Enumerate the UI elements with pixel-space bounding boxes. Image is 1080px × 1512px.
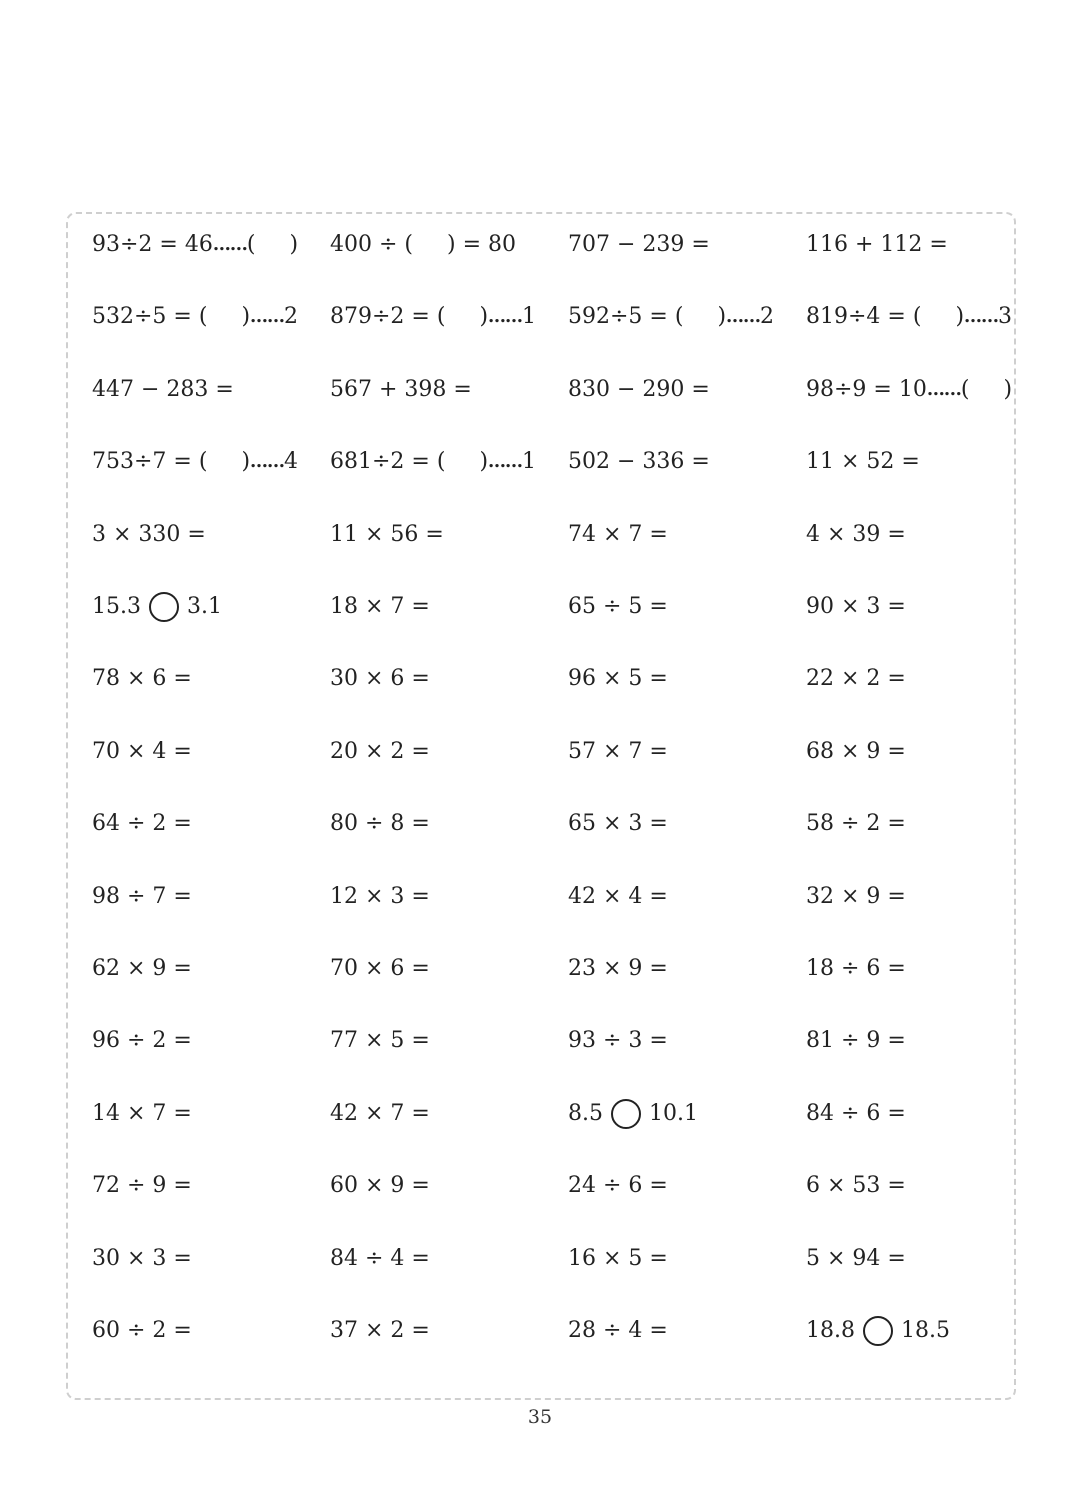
remainder-value: 2 (760, 304, 775, 330)
answer-circle[interactable] (149, 592, 179, 622)
problem-row (0, 587, 1080, 627)
problem-text: 42 × 4 = (568, 883, 668, 909)
problem-row (0, 515, 1080, 555)
problem (330, 1094, 430, 1134)
remainder-value: 1 (522, 449, 537, 475)
problem-text-start: 879÷2 = ( (330, 304, 446, 330)
problem-text: 28 ÷ 4 = (568, 1318, 668, 1343)
problem (330, 1239, 430, 1279)
problem-row (0, 442, 1080, 482)
problem-text: 80 ÷ 8 = (330, 811, 430, 837)
problem (568, 225, 710, 265)
problem (92, 370, 234, 410)
problem (330, 1021, 430, 1061)
problem (92, 442, 298, 482)
problem-text: 22 × 2 = (806, 666, 906, 692)
problem (330, 659, 430, 699)
problem (806, 515, 906, 555)
problem (92, 515, 206, 555)
problem (568, 1166, 668, 1206)
problem (330, 297, 536, 337)
problem-text-start: 400 ÷ ( (330, 232, 413, 257)
problem (568, 515, 668, 555)
problem-text: 447 − 283 = (92, 376, 234, 402)
compare-left: 18.8 (806, 1318, 855, 1343)
problem (568, 804, 668, 844)
open-paren: ( (960, 376, 970, 402)
problem-text: 98 ÷ 7 = (92, 883, 192, 909)
problem (568, 1311, 668, 1351)
problem-text-start: 753÷7 = ( (92, 449, 208, 475)
problem (568, 949, 668, 989)
problem (92, 225, 298, 265)
problem-text: 65 × 3 = (568, 811, 668, 837)
problem (806, 732, 906, 772)
problem-text: 84 ÷ 4 = (330, 1245, 430, 1271)
problem (806, 949, 906, 989)
problem (568, 587, 668, 627)
problem-text: 93 ÷ 3 = (568, 1028, 668, 1054)
problem-text: 57 × 7 = (568, 738, 668, 764)
problem-row (0, 877, 1080, 917)
open-paren: ( (246, 232, 256, 257)
problem (92, 1094, 192, 1134)
problem-text: 68 × 9 = (806, 738, 906, 764)
problem-text-start: 592÷5 = ( (568, 304, 684, 330)
problem (806, 1239, 906, 1279)
remainder-dots: …… (212, 234, 247, 255)
remainder-dots: …… (964, 306, 999, 328)
problem (806, 442, 920, 482)
problem-text-start: 532÷5 = ( (92, 304, 208, 330)
problem (92, 1239, 192, 1279)
remainder-value: 1 (522, 304, 537, 330)
closing-paren: ) (717, 304, 727, 330)
answer-circle[interactable] (863, 1316, 893, 1346)
problem-text-start: 819÷4 = ( (806, 304, 922, 330)
problem (806, 1021, 906, 1061)
problem-row (0, 225, 1080, 265)
problem (92, 587, 222, 627)
problem-text: 30 × 6 = (330, 666, 430, 692)
problem-row (0, 1239, 1080, 1279)
problem-text: 60 ÷ 2 = (92, 1318, 192, 1343)
compare-right: 10.1 (649, 1100, 698, 1126)
remainder-value: 3 (998, 304, 1013, 330)
remainder-value: 4 (284, 449, 299, 475)
problem-text: 116 + 112 = (806, 232, 948, 257)
problem (330, 587, 430, 627)
closing-paren: ) (241, 304, 251, 330)
problem-text: 81 ÷ 9 = (806, 1028, 906, 1054)
problem (330, 804, 430, 844)
problem-row (0, 949, 1080, 989)
problem-text: 12 × 3 = (330, 883, 430, 909)
problem-text: 18 × 7 = (330, 594, 430, 619)
problem-text: 3 × 330 = (92, 521, 206, 547)
closing-paren: ) (241, 449, 251, 475)
problem (330, 1166, 430, 1206)
problem-row (0, 1311, 1080, 1351)
closing-paren: ) (289, 232, 299, 257)
remainder-value: 2 (284, 304, 299, 330)
problem-text: 84 ÷ 6 = (806, 1100, 906, 1126)
problem-text: 37 × 2 = (330, 1318, 430, 1343)
problem-row (0, 732, 1080, 772)
problem-text: 502 − 336 = (568, 449, 710, 475)
problem (568, 1094, 698, 1134)
problem-text-start: 93÷2 = 46 (92, 232, 213, 257)
answer-circle[interactable] (611, 1099, 641, 1129)
problem (92, 732, 192, 772)
problem-text: 65 ÷ 5 = (568, 594, 668, 619)
problem (806, 1166, 906, 1206)
problem (568, 442, 710, 482)
problem-text: 74 × 7 = (568, 521, 668, 547)
problem (92, 1021, 192, 1061)
problem-row (0, 1021, 1080, 1061)
problem (806, 1311, 950, 1351)
problem (330, 877, 430, 917)
problem (330, 732, 430, 772)
problem (806, 370, 1012, 410)
problem (568, 370, 710, 410)
problem (568, 877, 668, 917)
problem-text: 30 × 3 = (92, 1245, 192, 1271)
problem (92, 949, 192, 989)
problem (568, 297, 774, 337)
problem (92, 1166, 192, 1206)
problem-text: 64 ÷ 2 = (92, 811, 192, 837)
problem (330, 370, 472, 410)
problem-text: 23 × 9 = (568, 956, 668, 981)
problem-text: 5 × 94 = (806, 1245, 906, 1271)
page-number: 35 (527, 1406, 553, 1428)
compare-right: 3.1 (186, 594, 222, 619)
problem-text: 96 × 5 = (568, 666, 668, 692)
compare-right: 18.5 (900, 1318, 950, 1343)
problem-text: 567 + 398 = (330, 376, 472, 402)
problem (92, 297, 298, 337)
remainder-dots: …… (250, 306, 285, 328)
closing-paren: ) (955, 304, 965, 330)
problem-text: 70 × 6 = (330, 956, 430, 981)
problem (330, 949, 430, 989)
problem-row (0, 1166, 1080, 1206)
problem (92, 877, 192, 917)
problem (806, 587, 906, 627)
problem-text: 70 × 4 = (92, 738, 192, 764)
problem (806, 297, 1012, 337)
problem (806, 877, 906, 917)
problem (806, 659, 906, 699)
problem (568, 659, 668, 699)
problem-row (0, 297, 1080, 337)
problem-text: 4 × 39 = (806, 521, 906, 547)
problem-text: 78 × 6 = (92, 666, 192, 692)
problem-text: 20 × 2 = (330, 738, 430, 764)
problem-row (0, 659, 1080, 699)
compare-left: 8.5 (568, 1100, 603, 1126)
compare-left: 15.3 (92, 594, 141, 619)
remainder-dots: …… (488, 451, 523, 473)
problem-row (0, 804, 1080, 844)
problem-text: 77 × 5 = (330, 1028, 430, 1054)
problem-row (0, 370, 1080, 410)
problem (92, 659, 192, 699)
problem (330, 1311, 430, 1351)
problem-text-start: 681÷2 = ( (330, 449, 446, 475)
problem-text: 60 × 9 = (330, 1173, 430, 1199)
problem-text: 16 × 5 = (568, 1245, 668, 1271)
remainder-dots: …… (488, 306, 523, 328)
problem-text: 707 − 239 = (568, 232, 710, 257)
problem-text: 11 × 56 = (330, 521, 444, 547)
problem (568, 732, 668, 772)
problem (806, 804, 906, 844)
problem-text-end: ) = 80 (447, 232, 516, 257)
problem-text: 11 × 52 = (806, 449, 920, 475)
problem (806, 1094, 906, 1134)
problem-text: 18 ÷ 6 = (806, 956, 906, 981)
closing-paren: ) (1003, 376, 1013, 402)
problem-text: 32 × 9 = (806, 883, 906, 909)
problem-text: 58 ÷ 2 = (806, 811, 906, 837)
problem-text: 62 × 9 = (92, 956, 192, 981)
problem-text: 90 × 3 = (806, 594, 906, 619)
problem-text: 24 ÷ 6 = (568, 1173, 668, 1199)
problem-text: 72 ÷ 9 = (92, 1173, 192, 1199)
problem-text: 96 ÷ 2 = (92, 1028, 192, 1054)
problem (330, 442, 536, 482)
problem (330, 225, 516, 265)
problem-text: 42 × 7 = (330, 1100, 430, 1126)
problem-text: 830 − 290 = (568, 376, 710, 402)
problem-row (0, 1094, 1080, 1134)
problem (568, 1239, 668, 1279)
problem (92, 1311, 192, 1351)
problem (92, 804, 192, 844)
problem-text: 6 × 53 = (806, 1173, 906, 1199)
closing-paren: ) (479, 449, 489, 475)
problem (806, 225, 948, 265)
remainder-dots: …… (250, 451, 285, 473)
problem-text-start: 98÷9 = 10 (806, 376, 927, 402)
remainder-dots: …… (726, 306, 761, 328)
problem (568, 1021, 668, 1061)
problem-text: 14 × 7 = (92, 1100, 192, 1126)
remainder-dots: …… (926, 378, 961, 400)
problem (330, 515, 444, 555)
closing-paren: ) (479, 304, 489, 330)
